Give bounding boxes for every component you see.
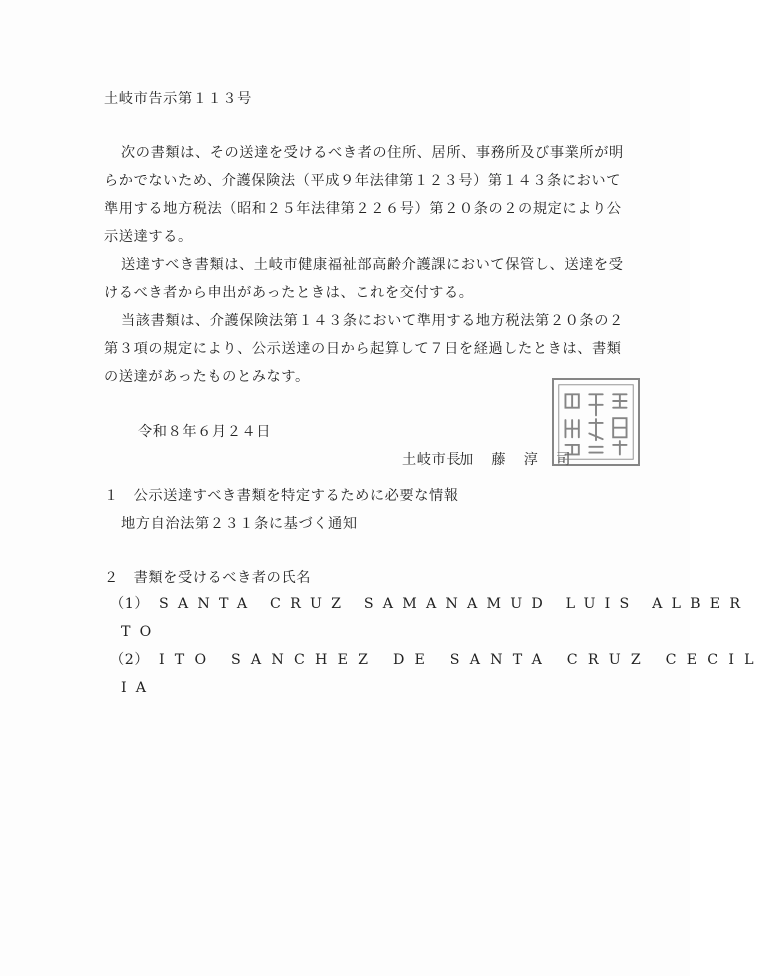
entry2-name-line1: ITO SANCHEZ DE SANTA CRUZ CECIL	[159, 652, 764, 668]
para3-line2: 第３項の規定により、公示送達の日から起算して７日を経過したときは、書類	[104, 341, 622, 357]
para1-line4: 示送達する。	[104, 229, 193, 245]
para3-line1: 当該書類は、介護保険法第１４３条において準用する地方税法第２０条の２	[121, 313, 624, 329]
entry1-name-line1: SANTA CRUZ SAMANAMUD LUIS ALBER	[159, 596, 750, 612]
para1-line1: 次の書類は、その送達を受けるべき者の住所、居所、事務所及び事業所が明	[121, 145, 624, 161]
para3-line3: の送達があったものとみなす。	[104, 369, 310, 385]
entry2-label: （2）	[110, 652, 150, 668]
section2-heading: ２ 書類を受けるべき者の氏名	[104, 570, 312, 586]
entry2-name-line2: IA	[121, 680, 156, 696]
mayor-name: 加 藤 淳 司	[459, 452, 573, 468]
para1-line3: 準用する地方税法（昭和２５年法律第２２６号）第２０条の２の規定により公	[104, 201, 622, 217]
entry1-label: （1）	[110, 596, 150, 612]
official-seal	[552, 378, 640, 466]
notice-number: 土岐市告示第１１３号	[104, 91, 252, 107]
para2-line2: けるべき者から申出があったときは、これを交付する。	[104, 285, 474, 301]
mayor-title: 土岐市長	[402, 452, 462, 468]
section1-heading: １ 公示送達すべき書類を特定するために必要な情報	[104, 488, 459, 504]
entry1-name-line2: TO	[121, 624, 161, 640]
para1-line2: らかでないため、介護保険法（平成９年法律第１２３号）第１４３条において	[104, 173, 621, 189]
para2-line1: 送達すべき書類は、土岐市健康福祉部高齢介護課において保管し、送達を受	[121, 257, 624, 273]
notice-date: 令和８年６月２４日	[138, 424, 272, 440]
section1-content: 地方自治法第２３１条に基づく通知	[121, 516, 358, 532]
